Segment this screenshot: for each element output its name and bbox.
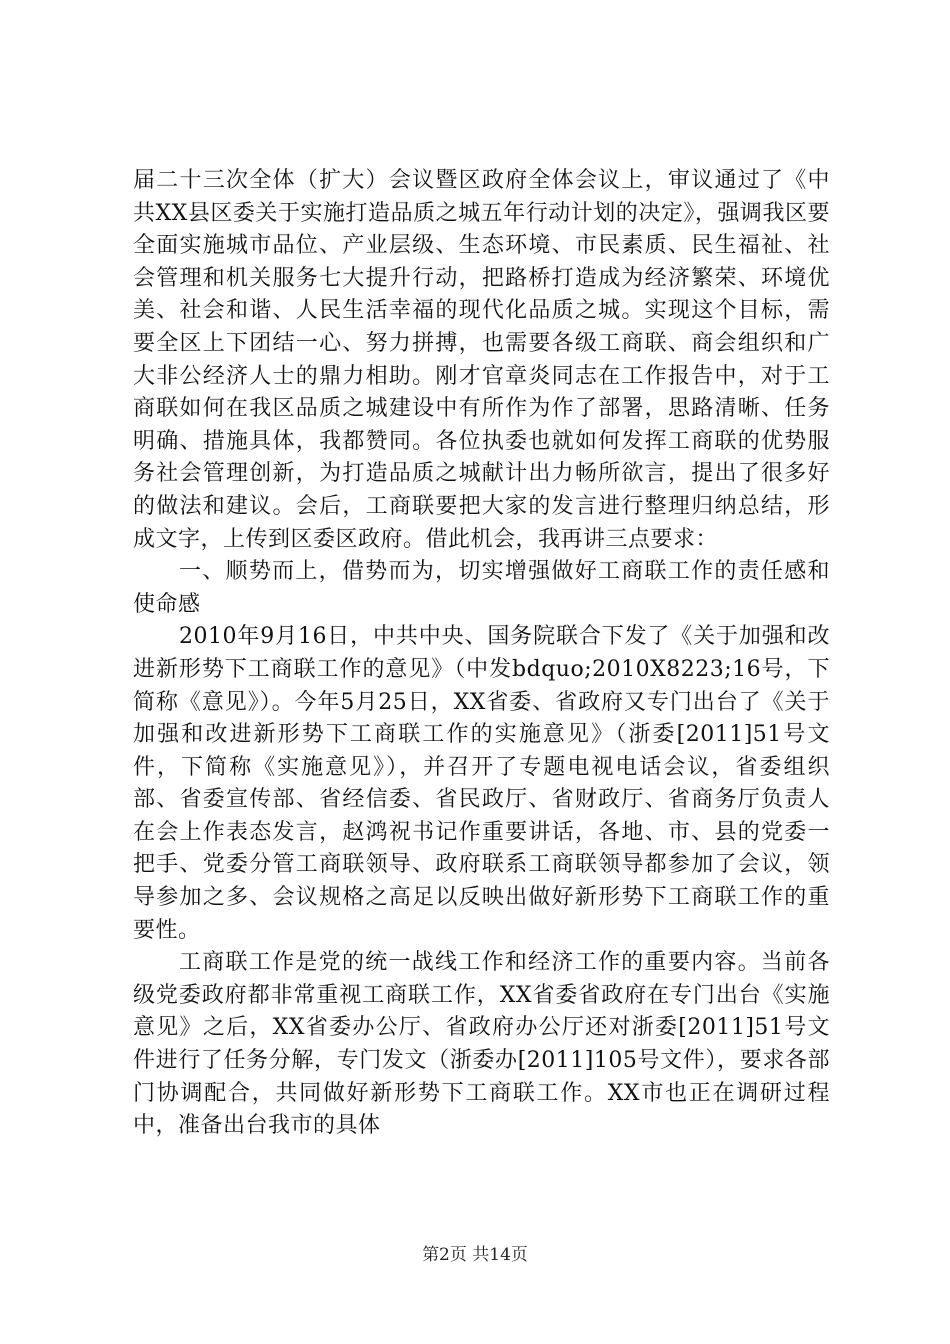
page-footer: 第2页 共14页	[422, 1245, 528, 1265]
paragraph-continuation: 届二十三次全体（扩大）会议暨区政府全体会议上，审议通过了《中共XX县区委关于实施打造品质之城五年行动计划的决定》，强调我区要全面实施城市品位、产业层级、生态环境、市民素质、民生福祉、社会管理和机关服务七大提升行动，把路桥打造成为经济繁荣、环境优美、社会和谐、人民生活幸福的现代化品质之城。实现这个目标，需要全区上下团结一心、努力拼搏，也需要各级工商联、商会组织和广大非公经济人士的鼎力相助。刚才官章炎同志在工作报告中，对于工商联如何在我区品质之城建设中有所作为作了部署，思路清晰、任务明确、措施具体，我都赞同。各位执委也就如何发挥工商联的优势服务社会管理创新，为打造品质之城献计出力畅所欲言，提出了很多好的做法和建议。会后，工商联要把大家的发言进行整理归纳总结，形成文字，上传到区委区政府。借此机会，我再讲三点要求：	[133, 168, 830, 552]
paragraph-importance: 工商联工作是党的统一战线工作和经济工作的重要内容。当前各级党委政府都非常重视工商联工作，XX省委省政府在专门出台《实施意见》之后，XX省委办公厅、省政府办公厅还对浙委[2011]51号文件进行了任务分解，专门发文（浙委办[2011]105号文件），要求各部门协调配合，共同做好新形势下工商联工作。XX市也正在调研过程中，准备出台我市的具体	[133, 950, 830, 1139]
section-heading-1: 一、顺势而上，借势而为，切实增强做好工商联工作的责任感和使命感	[133, 559, 830, 617]
paragraph-opinion: 2010年9月16日，中共中央、国务院联合下发了《关于加强和改进新形势下工商联工作的意见》（中发bdquo;2010X8223;16号，下简称《意见》）。今年5月25日，XX省委、省政府又专门出台了《关于加强和改进新形势下工商联工作的实施意见》（浙委[2011]51号文件，下简称《实施意见》），并召开了专题电视电话会议，省委组织部、省委宣传部、省经信委、省民政厅、省财政厅、省商务厅负责人在会上作表态发言，赵鸿祝书记作重要讲话，各地、市、县的党委一把手、党委分管工商联领导、政府联系工商联领导都参加了会议，领导参加之多、会议规格之高足以反映出做好新形势下工商联工作的重要性。	[133, 624, 830, 943]
document-body	[133, 165, 830, 1143]
